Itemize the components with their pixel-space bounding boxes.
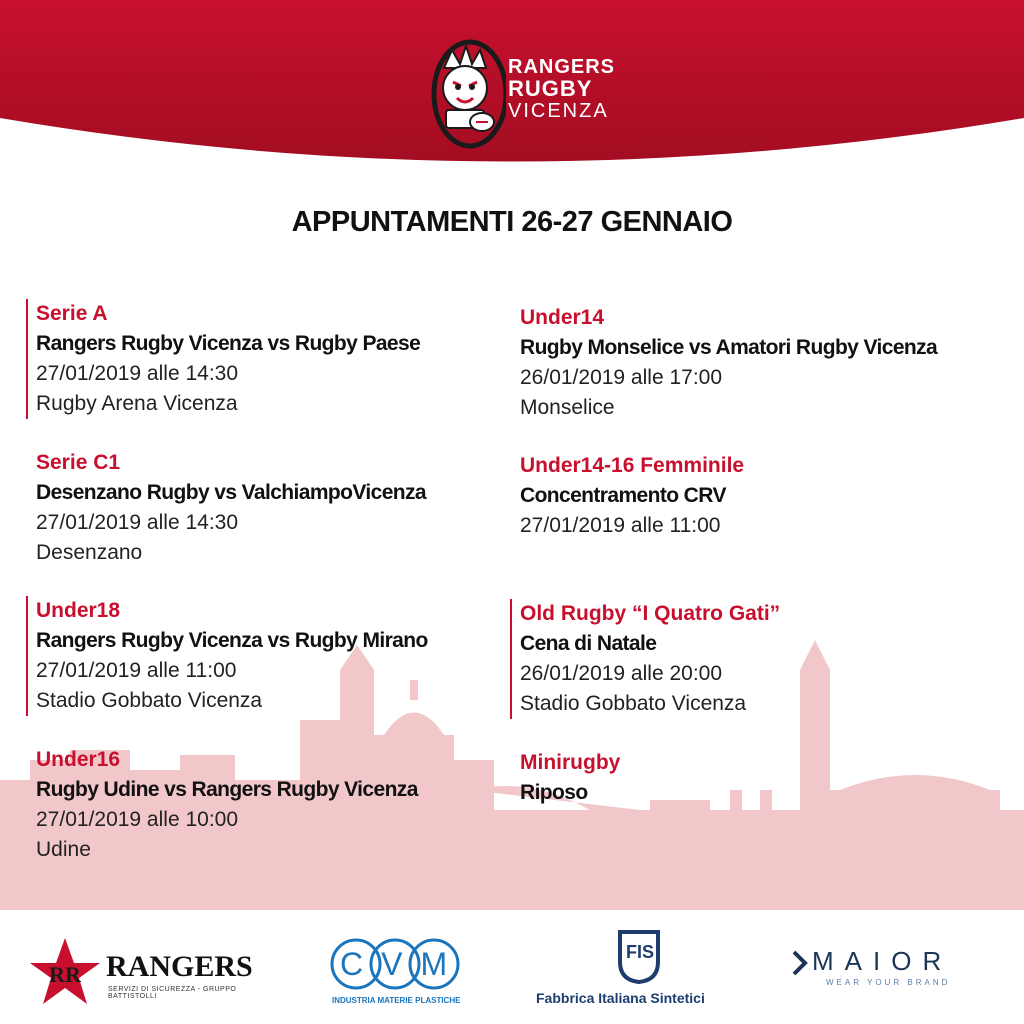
event-category: Minirugby — [520, 751, 621, 774]
event-under14-16-femminile — [520, 451, 744, 541]
event-venue: Monselice — [520, 396, 615, 419]
event-date: 26/01/2019 alle 17:00 — [520, 366, 723, 389]
sponsor-cvm — [330, 936, 465, 1011]
event-match: Concentramento CRV — [520, 484, 726, 507]
sponsor-fis — [536, 928, 746, 1018]
chevron-right-icon — [790, 948, 810, 978]
event-venue: Udine — [36, 838, 91, 861]
event-serie-a — [26, 299, 420, 419]
red-star-icon — [28, 936, 102, 1008]
sponsor-maior-tagline: WEAR YOUR BRAND — [826, 978, 951, 987]
event-match: Rangers Rugby Vicenza vs Rugby Paese — [36, 332, 421, 355]
event-match: Desenzano Rugby vs ValchiampoVicenza — [36, 481, 426, 504]
logo-line-3: VICENZA — [508, 100, 609, 122]
event-category: Under14 — [520, 306, 605, 329]
svg-text:RR: RR — [49, 962, 81, 987]
event-match: Riposo — [520, 781, 588, 804]
event-venue: Desenzano — [36, 541, 143, 564]
event-venue: Stadio Gobbato Vicenza — [36, 689, 263, 712]
event-under18 — [26, 596, 428, 716]
logo-line-2: RUGBY — [508, 76, 593, 101]
event-match: Rugby Udine vs Rangers Rugby Vicenza — [36, 778, 418, 801]
event-venue: Rugby Arena Vicenza — [36, 392, 238, 415]
event-match: Cena di Natale — [520, 632, 657, 655]
event-category: Under16 — [36, 748, 121, 771]
event-category: Serie C1 — [36, 451, 121, 474]
sponsor-maior-name: MAIOR — [812, 946, 953, 976]
event-minirugby — [520, 748, 620, 808]
event-date: 26/01/2019 alle 20:00 — [520, 662, 723, 685]
page-title: APPUNTAMENTI 26-27 GENNAIO — [291, 206, 733, 238]
event-category: Serie A — [36, 302, 108, 325]
event-venue: Stadio Gobbato Vicenza — [520, 692, 747, 715]
event-under14 — [520, 303, 937, 423]
sponsor-fis-name: FIS — [625, 942, 654, 962]
event-match: Rugby Monselice vs Amatori Rugby Vicenza — [520, 336, 938, 359]
event-date: 27/01/2019 alle 14:30 — [36, 511, 239, 534]
event-under16 — [36, 745, 418, 865]
sponsor-bar — [0, 910, 1024, 1024]
sponsor-rangers — [28, 936, 268, 1006]
logo-wordmark — [508, 56, 615, 122]
event-date: 27/01/2019 alle 11:00 — [36, 659, 237, 682]
event-category: Under14-16 Femminile — [520, 454, 745, 477]
sponsor-rangers-name: RANGERS — [106, 950, 253, 983]
event-date: 27/01/2019 alle 10:00 — [36, 808, 239, 831]
event-date: 27/01/2019 alle 11:00 — [520, 514, 721, 537]
event-old-rugby — [510, 599, 780, 719]
sponsor-cvm-name: CVM — [340, 946, 466, 982]
logo-line-1: RANGERS — [508, 56, 616, 78]
sponsor-rangers-tagline: SERVIZI DI SICUREZZA - GRUPPO BATTISTOLLI — [108, 986, 237, 1000]
lion-mascot-icon — [426, 38, 506, 153]
club-logo — [426, 38, 636, 158]
event-category: Old Rugby “I Quatro Gati” — [520, 602, 781, 625]
event-match: Rangers Rugby Vicenza vs Rugby Mirano — [36, 629, 428, 652]
sponsor-maior — [790, 946, 990, 1006]
sponsor-fis-tagline: Fabbrica Italiana Sintetici — [536, 990, 705, 1006]
event-date: 27/01/2019 alle 14:30 — [36, 362, 239, 385]
event-category: Under18 — [36, 599, 121, 622]
event-serie-c1 — [36, 448, 426, 568]
sponsor-cvm-tagline: INDUSTRIA MATERIE PLASTICHE — [332, 996, 461, 1005]
